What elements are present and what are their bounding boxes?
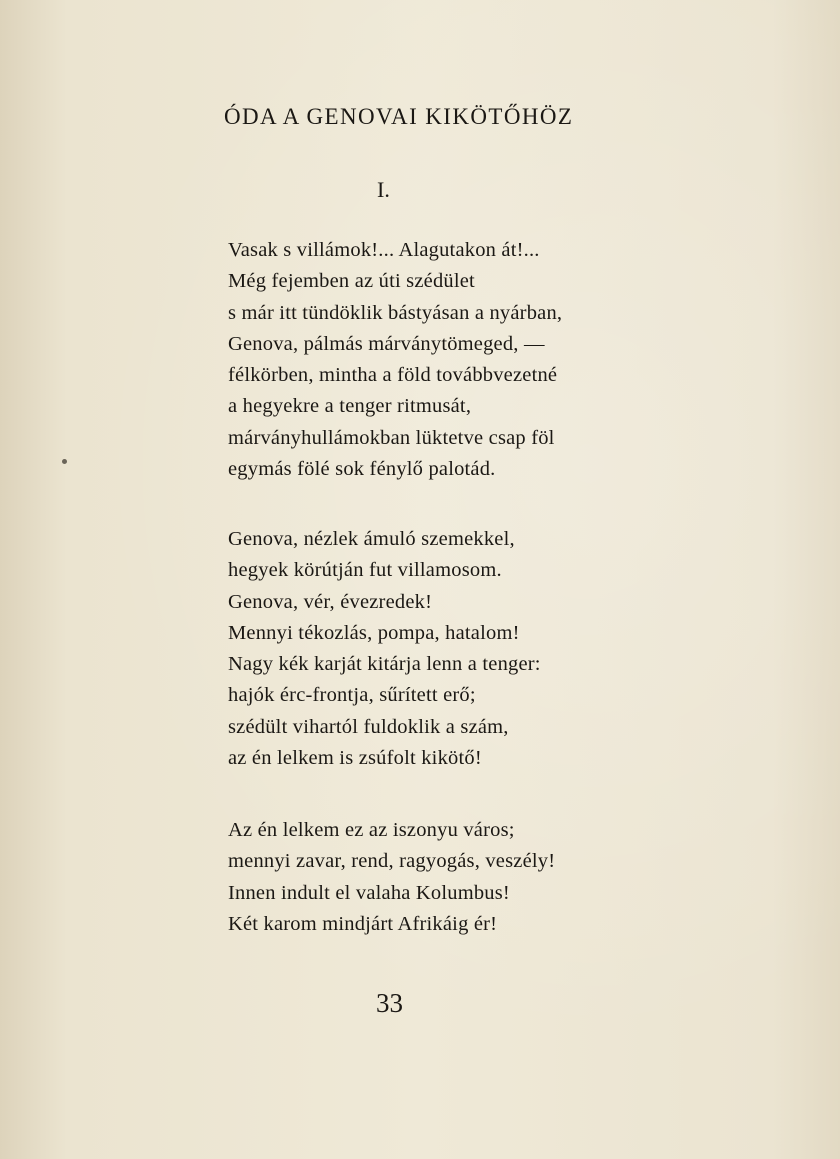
poem-line: a hegyekre a tenger ritmusát, (228, 395, 472, 418)
section-number: I. (377, 177, 390, 202)
poem-line: szédült vihartól fuldoklik a szám, (228, 715, 509, 738)
poem-line: félkörben, mintha a föld továbbvezetné (228, 364, 558, 387)
stanza (228, 524, 541, 774)
poem-line: az én lelkem is zsúfolt kikötő! (228, 747, 482, 770)
poem-line: hajók érc-frontja, sűrített erő; (228, 684, 476, 707)
poem-line: s már itt tündöklik bástyásan a nyárban, (228, 301, 563, 324)
stanza (228, 815, 555, 940)
poem-line: márványhullámokban lüktetve csap föl (228, 426, 555, 449)
poem-line: Az én lelkem ez az iszonyu város; (228, 819, 515, 841)
poem-line: Genova, vér, évezredek! (228, 590, 433, 613)
stanza (228, 235, 562, 485)
poem-line: Vasak s villámok!... Alagutakon át!... (228, 239, 540, 261)
poem-line: Mennyi tékozlás, pompa, hatalom! (228, 621, 520, 644)
poem-line: hegyek körútján fut villamosom. (228, 559, 502, 582)
poem-line: Két karom mindjárt Afrikáig ér! (228, 912, 498, 935)
poem-title: ÓDA A GENOVAI KIKÖTŐHÖZ (224, 104, 574, 129)
poem-line: Genova, nézlek ámuló szemekkel, (228, 528, 515, 550)
poem-line: Innen indult el valaha Kolumbus! (228, 881, 510, 904)
poem-line: mennyi zavar, rend, ragyogás, veszély! (228, 850, 556, 873)
ink-spot (62, 459, 67, 464)
poem-line: Nagy kék karját kitárja lenn a tenger: (228, 653, 541, 676)
poem-line: egymás fölé sok fénylő palotád. (228, 458, 496, 481)
poem-line: Genova, pálmás márványtömeged, — (228, 332, 545, 355)
poem-line: Még fejemben az úti szédület (228, 270, 475, 293)
page-number: 33 (376, 988, 403, 1018)
